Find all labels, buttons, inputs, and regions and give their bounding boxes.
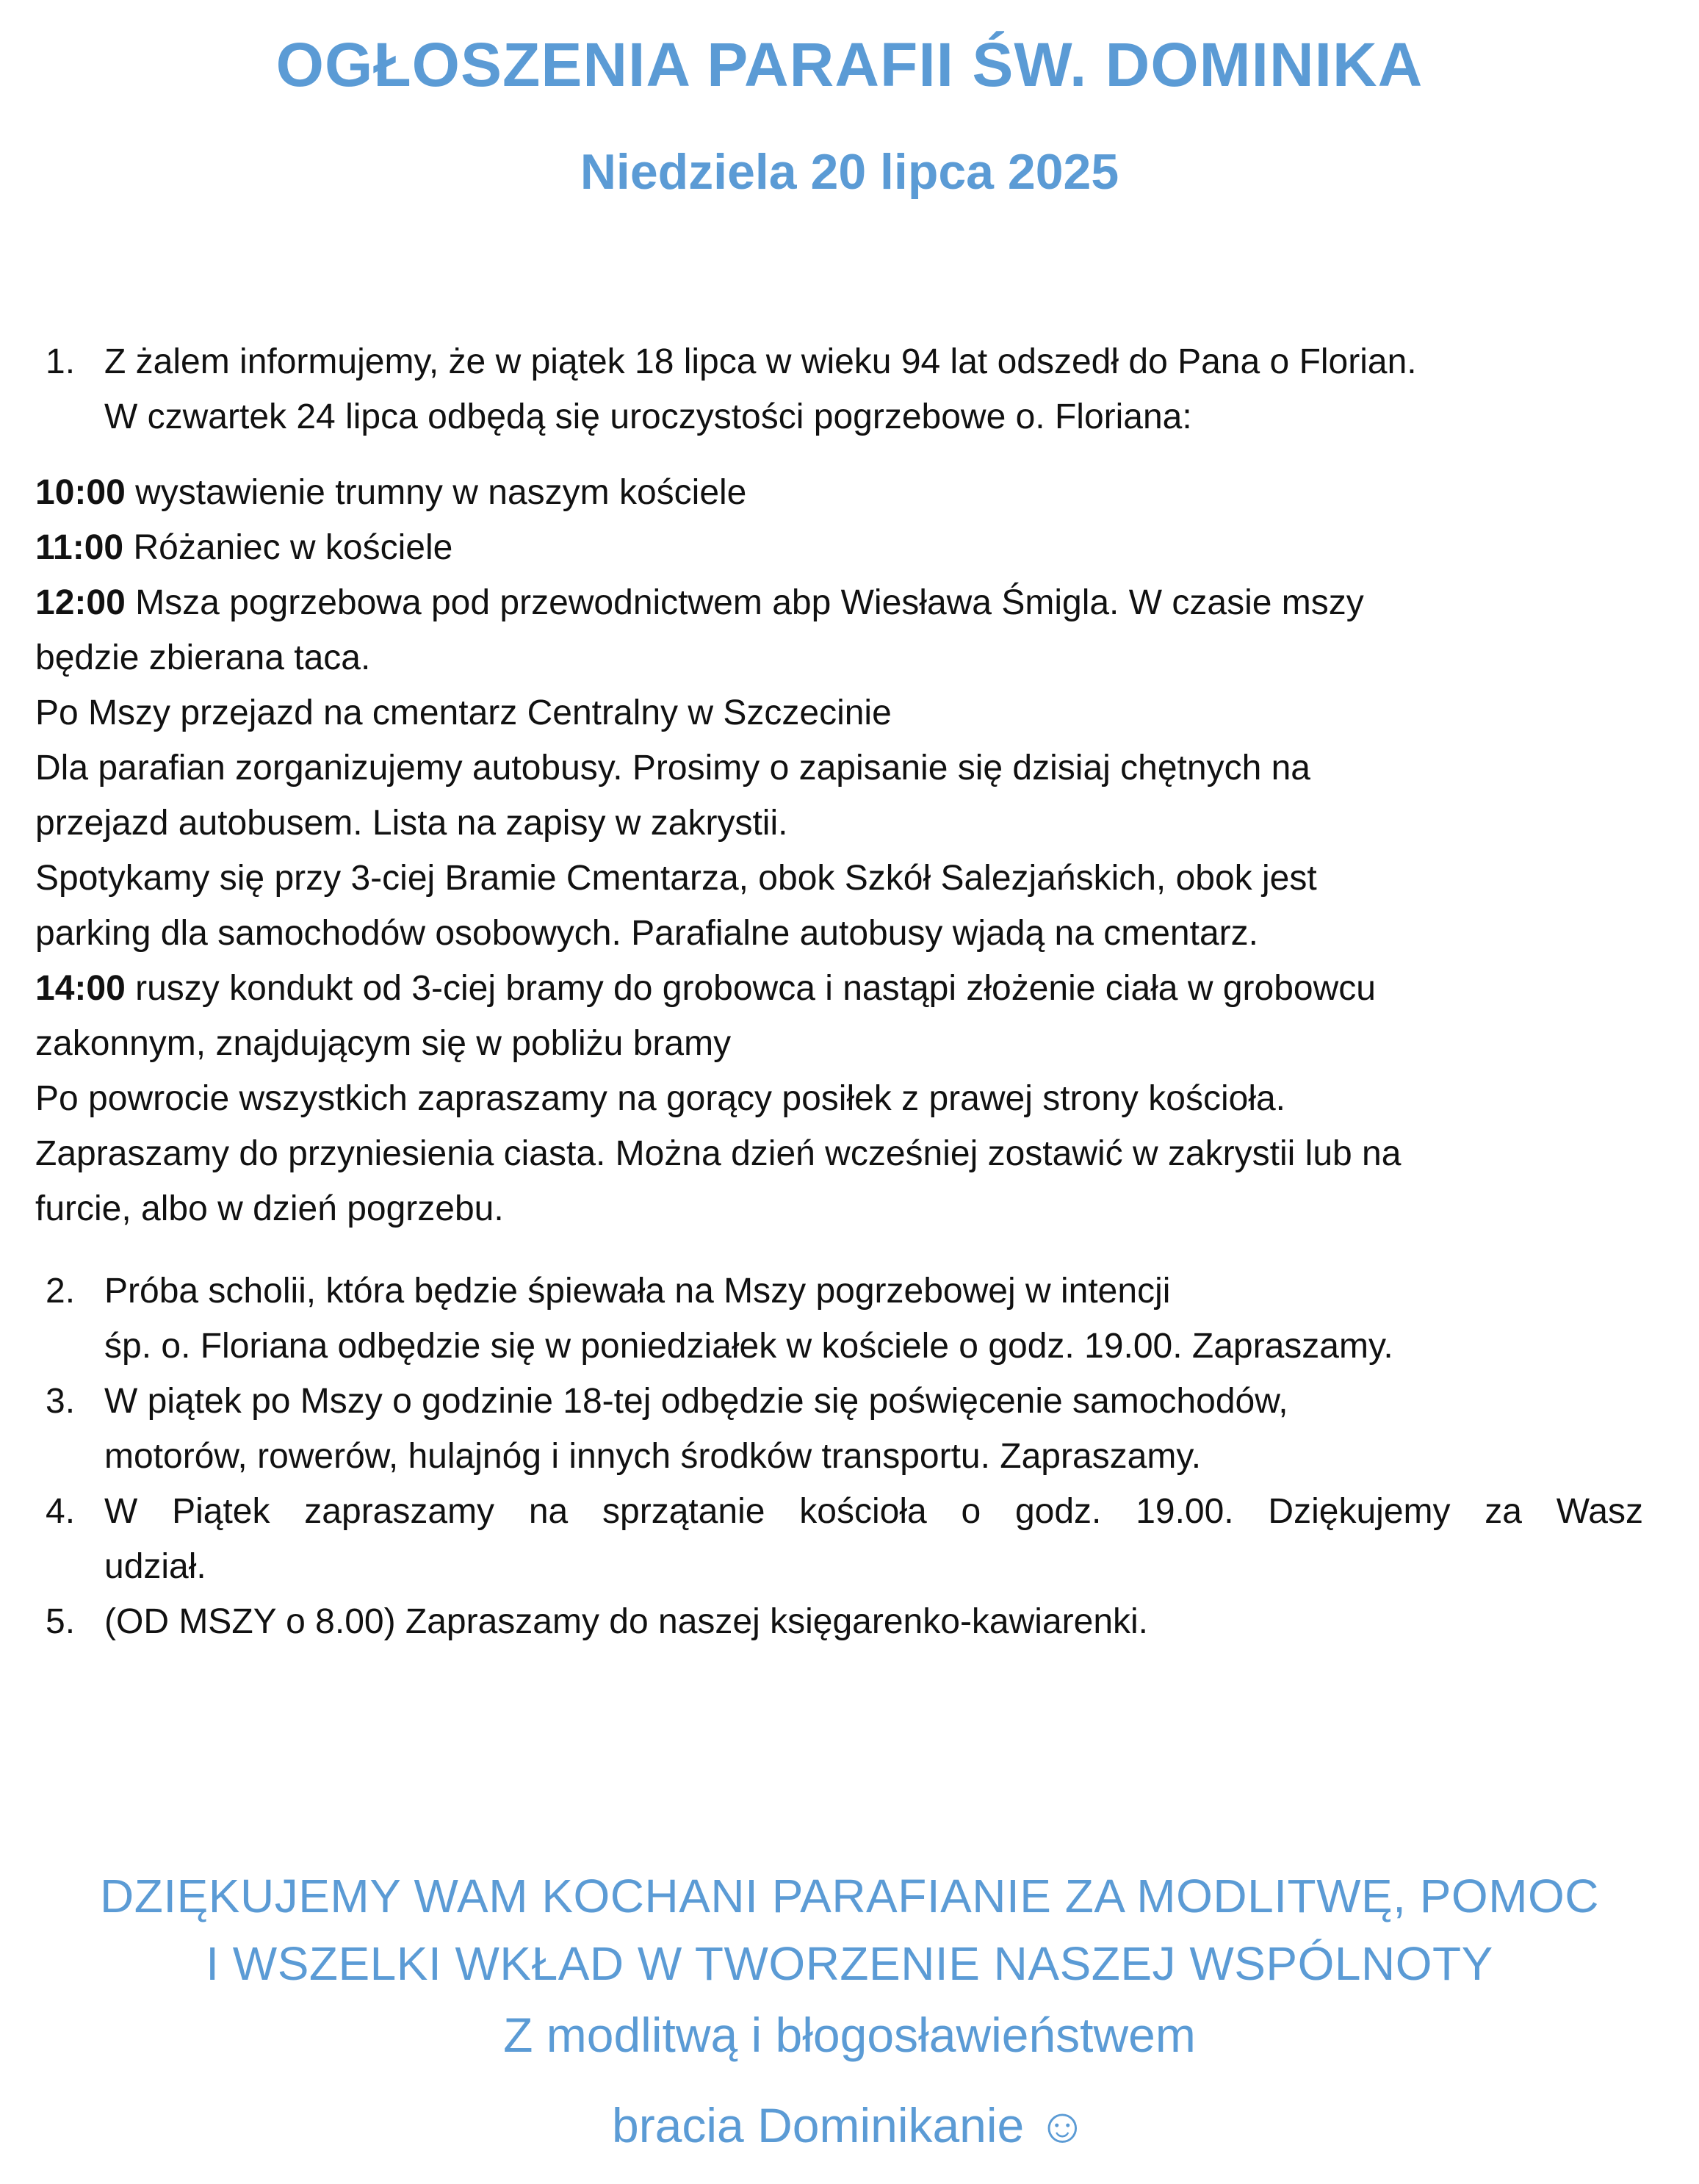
schedule-text: zakonnym, znajdującym się w pobliżu bramy bbox=[35, 1024, 732, 1063]
announcement-item-1 bbox=[38, 334, 1647, 444]
item-text bbox=[104, 334, 1684, 444]
schedule-text: Różaniec w kościele bbox=[123, 528, 453, 567]
item-number: 2. bbox=[46, 1272, 76, 1311]
schedule-line bbox=[35, 1016, 1651, 1071]
announcement-item-2 bbox=[38, 1264, 1647, 1374]
item-line: W czwartek 24 lipca odbędą się uroczystości pogrzebowe o. Floriana: bbox=[104, 397, 1192, 436]
schedule-text: ruszy kondukt od 3-ciej bramy do grobowca i nastąpi złożenie ciała w grobowcu bbox=[125, 969, 1376, 1008]
schedule-line bbox=[35, 465, 1651, 520]
schedule-text: parking dla samochodów osobowych. Parafialne autobusy wjadą na cmentarz. bbox=[35, 914, 1258, 953]
schedule-line bbox=[35, 1126, 1651, 1181]
item-number: 5. bbox=[46, 1602, 76, 1641]
signature: bracia Dominikanie ☺ bbox=[612, 2098, 1087, 2152]
thanks-line: DZIĘKUJEMY WAM KOCHANI PARAFIANIE ZA MODLITWĘ, POMOC bbox=[100, 1870, 1599, 1922]
item-line: udział. bbox=[104, 1547, 206, 1586]
funeral-schedule bbox=[35, 465, 1651, 1236]
announcement-item-3 bbox=[38, 1374, 1647, 1484]
item-line: motorów, rowerów, hulajnóg i innych środków transportu. Zapraszamy. bbox=[104, 1437, 1202, 1476]
page-date: Niedziela 20 lipca 2025 bbox=[580, 144, 1119, 200]
schedule-text: Msza pogrzebowa pod przewodnictwem abp Wiesława Śmigla. W czasie mszy bbox=[125, 583, 1364, 622]
schedule-line bbox=[35, 630, 1651, 685]
schedule-text: Spotykamy się przy 3-ciej Bramie Cmentarza, obok Szkół Salezjańskich, obok jest bbox=[35, 859, 1317, 898]
schedule-text: Po powrocie wszystkich zapraszamy na gorący posiłek z prawej strony kościoła. bbox=[35, 1079, 1286, 1118]
item-text bbox=[104, 1594, 1684, 1649]
thanks-message bbox=[0, 1862, 1699, 1997]
item-text bbox=[104, 1484, 1643, 1594]
closing-greeting: Z modlitwą i błogosławieństwem bbox=[503, 2008, 1196, 2062]
item-line: W Piątek zapraszamy na sprzątanie kościoła o godz. 19.00. Dziękujemy za Wasz bbox=[104, 1492, 1643, 1531]
announcement-item-5 bbox=[38, 1594, 1647, 1649]
schedule-line bbox=[35, 520, 1651, 575]
schedule-line bbox=[35, 796, 1651, 851]
schedule-line bbox=[35, 961, 1651, 1016]
item-line: śp. o. Floriana odbędzie się w poniedziałek w kościele o godz. 19.00. Zapraszamy. bbox=[104, 1327, 1393, 1366]
announcement-item-4 bbox=[38, 1484, 1647, 1594]
schedule-text: Dla parafian zorganizujemy autobusy. Prosimy o zapisanie się dzisiaj chętnych na bbox=[35, 749, 1310, 788]
page-title: OGŁOSZENIA PARAFII ŚW. DOMINIKA bbox=[275, 30, 1424, 99]
item-number: 4. bbox=[46, 1492, 76, 1531]
schedule-line bbox=[35, 851, 1651, 906]
schedule-line bbox=[35, 1181, 1651, 1236]
thanks-line: I WSZELKI WKŁAD W TWORZENIE NASZEJ WSPÓLNOTY bbox=[206, 1937, 1493, 1990]
item-line: Z żalem informujemy, że w piątek 18 lipca w wieku 94 lat odszedł do Pana o Florian. bbox=[104, 342, 1417, 381]
schedule-line bbox=[35, 1071, 1651, 1126]
schedule-time: 12:00 bbox=[35, 583, 126, 622]
schedule-time: 11:00 bbox=[35, 528, 124, 567]
schedule-text: przejazd autobusem. Lista na zapisy w zakrystii. bbox=[35, 804, 788, 843]
item-line: W piątek po Mszy o godzinie 18-tej odbędzie się poświęcenie samochodów, bbox=[104, 1382, 1288, 1421]
item-number: 1. bbox=[46, 342, 76, 381]
schedule-line bbox=[35, 906, 1651, 961]
schedule-text: furcie, albo w dzień pogrzebu. bbox=[35, 1189, 504, 1228]
schedule-text: wystawienie trumny w naszym kościele bbox=[125, 473, 747, 512]
schedule-line bbox=[35, 575, 1651, 630]
schedule-text: będzie zbierana taca. bbox=[35, 638, 371, 677]
item-text bbox=[104, 1374, 1684, 1484]
item-number: 3. bbox=[46, 1382, 76, 1421]
schedule-text: Zapraszamy do przyniesienia ciasta. Można dzień wcześniej zostawić w zakrystii lub na bbox=[35, 1134, 1402, 1173]
item-line: (OD MSZY o 8.00) Zapraszamy do naszej księgarenko-kawiarenki. bbox=[104, 1602, 1149, 1641]
item-text bbox=[104, 1264, 1684, 1374]
schedule-line bbox=[35, 740, 1651, 796]
schedule-text: Po Mszy przejazd na cmentarz Centralny w Szczecinie bbox=[35, 693, 892, 732]
schedule-time: 10:00 bbox=[35, 473, 126, 512]
item-line: Próba scholii, która będzie śpiewała na Mszy pogrzebowej w intencji bbox=[104, 1272, 1171, 1311]
schedule-time: 14:00 bbox=[35, 969, 126, 1008]
schedule-line bbox=[35, 685, 1651, 740]
